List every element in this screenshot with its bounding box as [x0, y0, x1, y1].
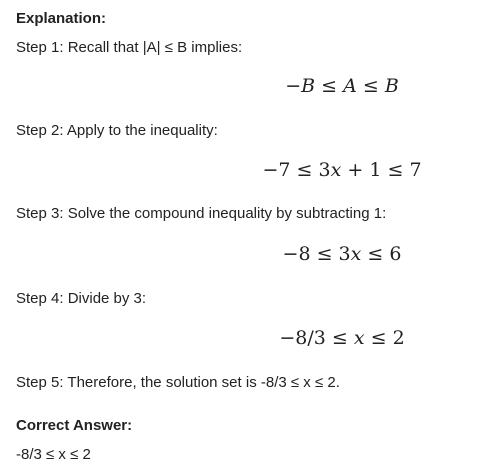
explanation-heading: Explanation:: [16, 10, 107, 27]
math-variable: B: [384, 75, 399, 97]
step-5-text: Step 5: Therefore, the solution set is -8/3 ≤ x ≤ 2.: [16, 374, 340, 391]
math-variable: x: [353, 327, 365, 349]
step-1-text: Step 1: Recall that |A| ≤ B implies:: [16, 39, 243, 56]
step-2-text: Step 2: Apply to the inequality:: [16, 122, 218, 139]
equation-3: −8 ≤ 3x ≤ 6: [282, 243, 402, 265]
math-variable: x: [330, 159, 342, 181]
equation-1: −B ≤ A ≤ B: [285, 75, 399, 97]
math-variable: x: [350, 243, 362, 265]
step-4-text: Step 4: Divide by 3:: [16, 290, 147, 307]
math-variable: B: [301, 75, 316, 97]
equation-4: −8/3 ≤ x ≤ 2: [279, 327, 405, 349]
correct-answer-heading: Correct Answer:: [16, 417, 133, 434]
correct-answer-value: -8/3 ≤ x ≤ 2: [16, 446, 91, 463]
equation-2: −7 ≤ 3x + 1 ≤ 7: [262, 159, 422, 181]
math-variable: A: [343, 75, 357, 97]
step-3-text: Step 3: Solve the compound inequality by subtracting 1:: [16, 205, 387, 222]
